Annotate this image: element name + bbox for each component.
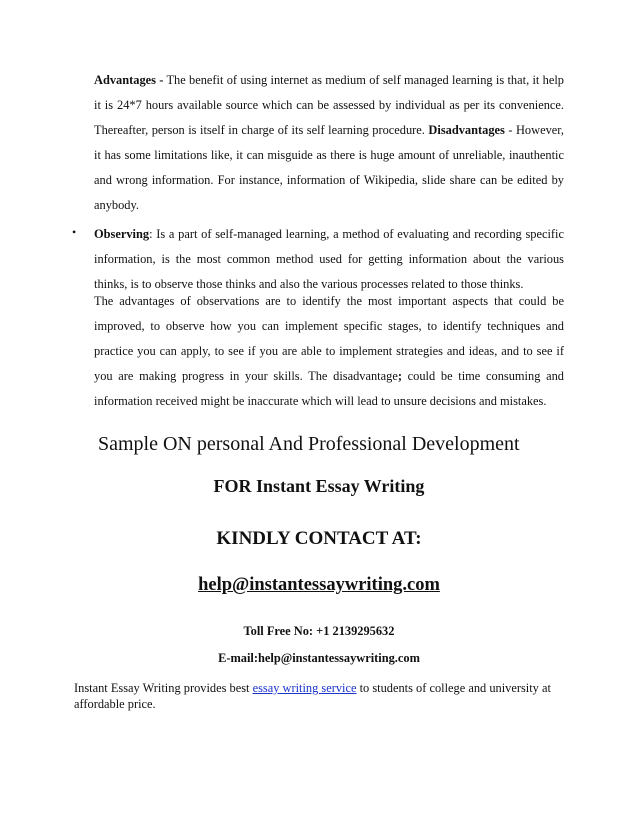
disadvantages-label: Disadvantages [428,123,505,137]
observations-text: The advantages of observations are to identify the most important aspects that could be improved, to observe how you can implement specific stages, to identify techniques and practice you can apply, to see if you are able to implement strategies and ideas, and to see if you are making progress in your skills. The disadvantage [94,294,564,383]
semicolon: ; [397,369,402,383]
observing-label: Observing [94,227,150,241]
essay-writing-service-link[interactable]: essay writing service [252,681,357,695]
toll-free-number: Toll Free No: +1 2139295632 [243,624,395,638]
contact-heading: KINDLY CONTACT AT: [216,528,422,549]
advantages-text: The benefit of using internet as medium of self managed learning is that, it help it is 24*7 hours available source which can be assessed by individual as per its convenience. Thereafter, person is itself in charge of its self learning procedure. [94,73,564,137]
footer-text-before: Instant Essay Writing provides best [74,681,253,695]
contact-email-link[interactable]: help@instantessaywriting.com [198,575,440,595]
contact-email-line: E-mail:help@instantessaywriting.com [218,651,420,665]
disadvantages-text: - However, it has some limitations like, it can misguide as there is huge amount of unreliable, inauthentic and wrong information. For instance, information of Wikipedia, slide share can be edited by anybody. [94,123,564,212]
advantages-paragraph [94,68,564,218]
promo-subheading: FOR Instant Essay Writing [213,476,425,496]
observing-paragraph [94,222,564,297]
observations-paragraph [94,289,564,414]
footer-paragraph [74,680,566,712]
observing-text: : Is a part of self-managed learning, a method of evaluating and recording specific information, is the most common method used for getting information about the various thinks, is to observe those thinks and also the various processes related to those thinks. [94,227,564,291]
promo-heading: Sample ON personal And Professional Development [98,433,520,455]
footer-text-after: to students of college and university at affordable price. [74,681,551,711]
bullet-icon: • [72,225,77,239]
advantages-label: Advantages - [94,73,164,87]
observations-text-end: could be time consuming and information received might be inaccurate which will lead to unsure decisions and mistakes. [94,369,564,408]
